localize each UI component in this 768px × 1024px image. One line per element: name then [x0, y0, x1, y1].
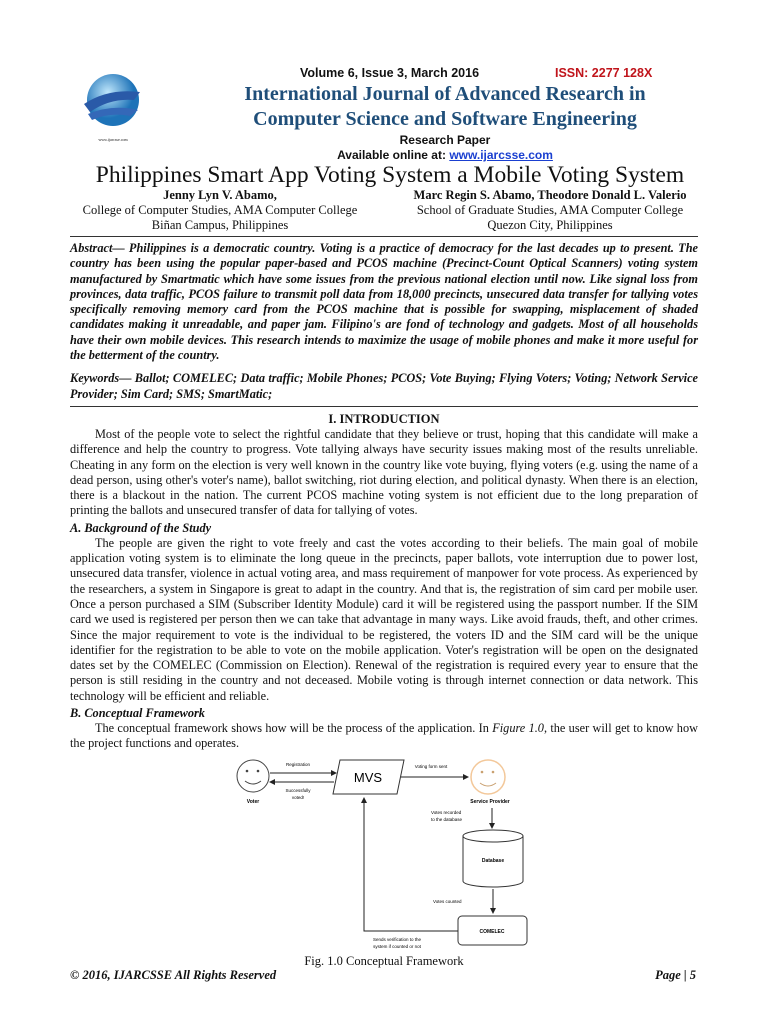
voter-smiley-icon	[237, 760, 269, 792]
paper-title: Philippines Smart App Voting System a Mobile Voting System	[95, 162, 685, 188]
copyright: © 2016, IJARCSSE All Rights Reserved	[70, 968, 277, 982]
section-heading-introduction: I. INTRODUCTION	[328, 411, 440, 426]
availability	[150, 148, 740, 162]
votes-recorded-label-2: to the database	[431, 816, 463, 822]
service-provider-smiley-icon	[471, 760, 505, 794]
comelec-label: COMELEC	[479, 928, 505, 935]
database-label: Database	[481, 857, 505, 864]
voting-form-label: Voting form sent	[414, 763, 448, 769]
author-block-2	[390, 188, 710, 233]
page-number: Page | 5	[655, 968, 696, 982]
available-label: Available online at:	[337, 148, 450, 162]
journal-logo	[78, 70, 148, 140]
journal-title-line2: Computer Science and Software Engineering	[253, 108, 637, 130]
voted-label-1: Successfully	[285, 787, 311, 793]
paper-type: Research Paper	[399, 133, 491, 147]
framework-text: The conceptual framework shows how will be the process of the application. In Figure 1.0, the user will get to know how the project functions and operates.	[70, 721, 698, 751]
figure-caption: Fig. 1.0 Conceptual Framework	[304, 953, 464, 968]
keywords: Keywords— Ballot; COMELEC; Data traffic; Mobile Phones; PCOS; Vote Buying; Flying Voters; Voting; Network Service Provider; Sim Card; SMS; SmartMatic;	[70, 371, 698, 401]
body-column	[70, 236, 698, 968]
registration-label: Registration	[285, 761, 311, 767]
author-location: Quezon City, Philippines	[487, 218, 613, 232]
logo-url: www.ijarcsse.com	[98, 137, 128, 142]
author-block-1	[60, 188, 380, 233]
mvs-label: MVS	[353, 769, 383, 785]
volume-info: Volume 6, Issue 3, March 2016	[300, 66, 480, 80]
journal-title-line1: International Journal of Advanced Research in	[244, 83, 646, 105]
votes-recorded-label-1: Votes recorded	[431, 809, 462, 815]
author-names: Jenny Lyn V. Abamo,	[163, 188, 277, 202]
figure-reference: Figure 1.0	[492, 721, 544, 736]
divider	[70, 406, 698, 407]
conceptual-framework-diagram	[70, 754, 698, 954]
globe-logo-icon	[78, 70, 148, 132]
verification-label-2: system if counted or not	[373, 943, 421, 949]
author-names: Marc Regin S. Abamo, Theodore Donald L. Valerio	[413, 188, 687, 202]
votes-counted-label: Votes counted	[433, 898, 462, 904]
author-affiliation: College of Computer Studies, AMA Computer College	[82, 203, 358, 217]
author-affiliation: School of Graduate Studies, AMA Computer College	[416, 203, 684, 217]
section-heading-framework: B. Conceptual Framework	[70, 706, 205, 721]
background-text: The people are given the right to vote freely and cast the votes according to their beliefs. The main goal of mobile application voting system is to eliminate the long queue in the precincts, paper ballots, vote interruption due to power lost, unsecured data transfer, violence in actual voting area, and mass requirement of manpower for vote process. As experienced by the researchers, a system in Singapore is great to adapt in the country. And that is, the registration of sim card per mobile user. Once a person purchased a SIM (Subscriber Identity Module) card it will be registered using the passport number. If the SIM card we used is registered per person then we can take that advantage in many ways. Like avoid frauds, theft, and other crimes. Since the major requirement to vote is the individual to be registered, the voters ID and the SIM card will be the unique identifier for the registration to be able to vote on the mobile application. Voter's registration will be open on the designated dates set by the COMELEC (Commission on Election). Renewal of the registration is required every year to ensure that the person is still residing in the country and not deceased. Mobile voting is through internet connection or data network. This technology will be efficient and reliable.	[70, 535, 698, 703]
voted-label-2: voted!	[291, 794, 305, 800]
journal-link[interactable]: www.ijarcsse.com	[449, 148, 553, 162]
author-location: Biñan Campus, Philippines	[151, 218, 289, 232]
divider	[70, 236, 698, 237]
introduction-text: Most of the people vote to select the rightful candidate that they believe or trust, hoping that this candidate will make a difference and help the country to progress. Vote tallying always have security issues making most of the results unreliable. Cheating in any form on the election is very well known in the country like vote buying, flying voters (e.g. using the name of a dead person, using other's voter's name), ballot switching, riot during election, and political dynasty. When there is an election, there is a blackout in the nation. The current PCOS machine voting system is not efficient due to the long preparation of printing the ballots and unsecured transfer of data for tallying of votes.	[70, 426, 698, 518]
section-heading-background: A. Background of the Study	[70, 520, 212, 535]
voter-label: Voter	[246, 798, 260, 805]
service-provider-label: Service Provider	[470, 798, 510, 805]
verification-label-1: Sends verification to the	[372, 936, 422, 942]
abstract: Abstract— Philippines is a democratic country. Voting is a practice of democracy for the last decades up to present. The country has been using the popular paper-based and PCOS machine (Precinct-Count Optical Scanners) voting system manufactured by Smartmatic which have some issues from the previous national election until now. Like signal loss from provinces, data traffic, PCOS failure to transmit poll data from 18,000 precincts, unsecured data transfer for tallying votes specifically removing memory card from the PCOS machine that is possible for swapping, misplacement of shaded candidates making it unreadable, and paper jam. Filipino's are fond of technology and gadgets. Most of all households have their own mobile devices. This research intends to maximize the usage of mobile phones and make it more useful for the betterment of the country.	[70, 241, 698, 363]
issn: ISSN: 2277 128X	[555, 66, 653, 80]
